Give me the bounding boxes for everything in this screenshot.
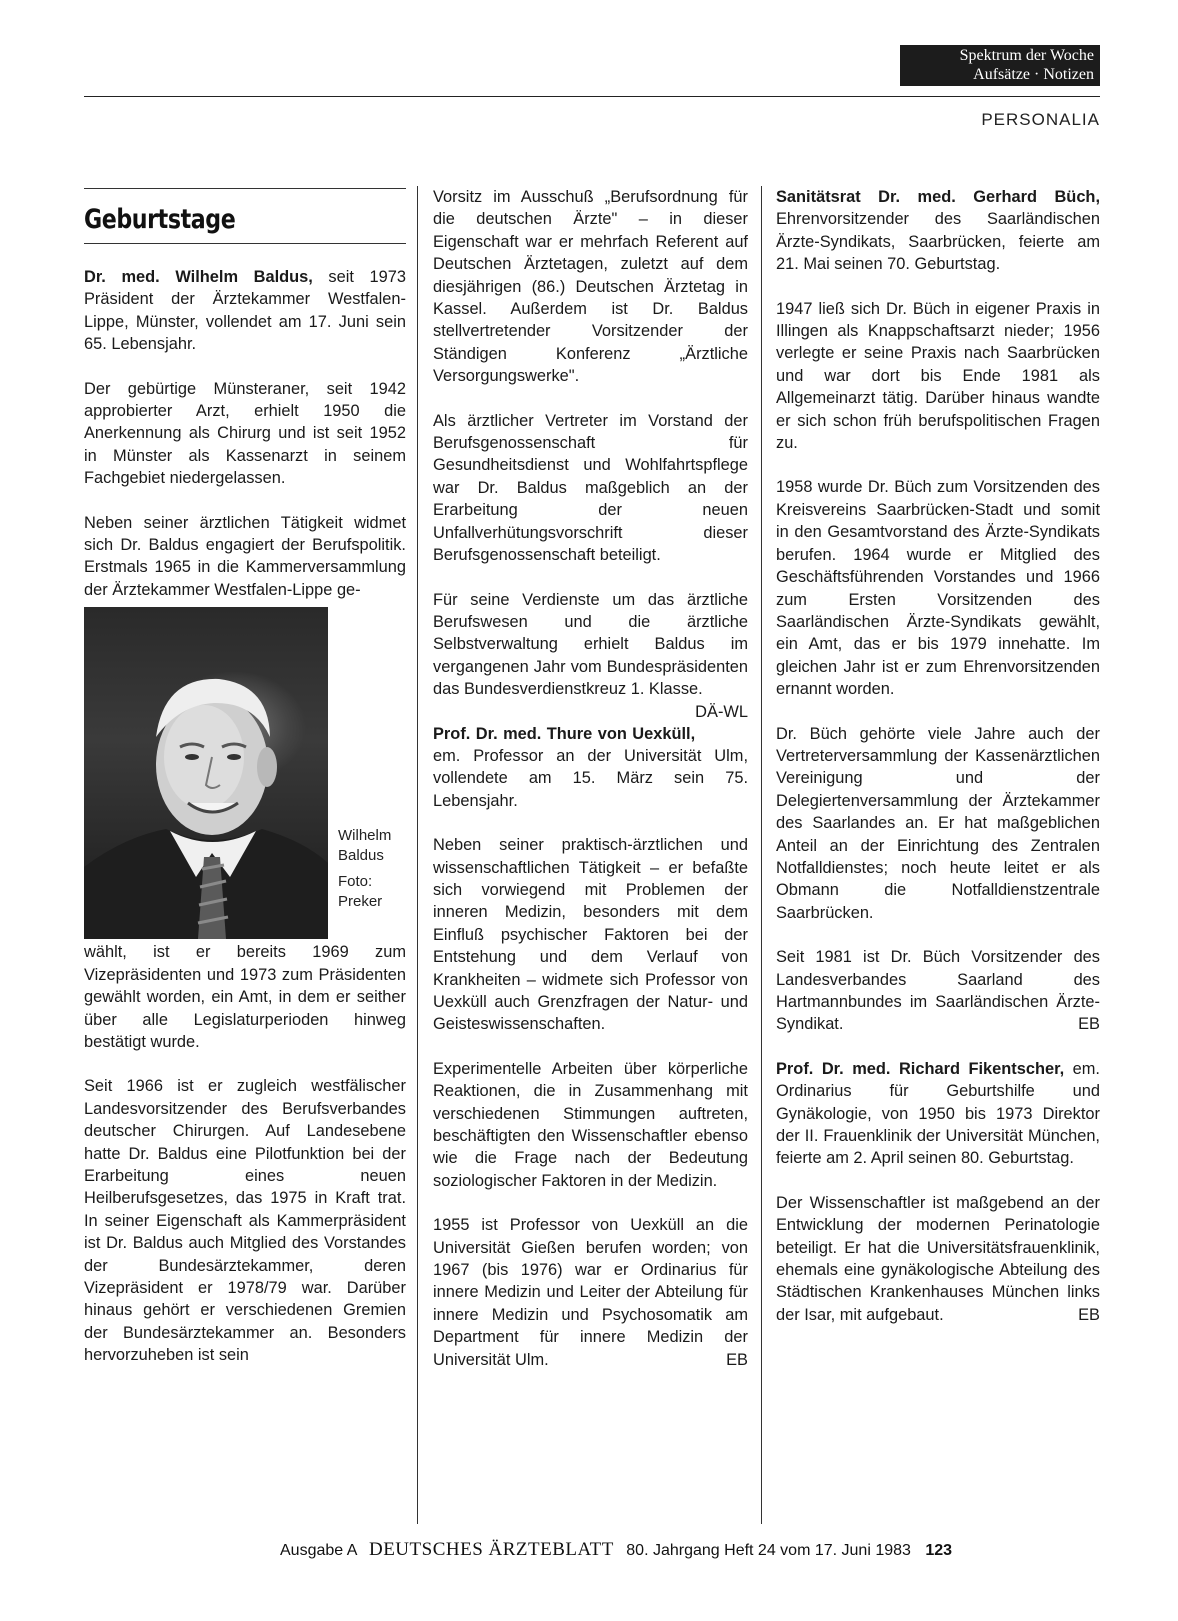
section-title: Geburtstage [84,204,236,235]
paragraph-text: Der Wissenschaftler ist maßgebend an der Entwicklung der modernen Perinatologie beteiligt. Er hat die Universitätsfrauenklinik, ehemals eine gynäkologische Abteilung des Städtischen Krankenhauses München links der Isar, mit aufgebaut. [776,1193,1100,1324]
author-signature: EB [1078,1015,1100,1034]
section-label: PERSONALIA [981,110,1100,129]
header-badge-line1: Spektrum der Woche [959,47,1094,64]
column-divider-2 [761,186,762,1524]
paragraph-text: seit 1973 Präsident der Ärztekammer Westfalen-Lippe, Münster, vollendet am 17. Juni sein 65. Lebensjahr. [84,268,407,354]
page-footer [280,1539,1100,1561]
article-uexkuell-intro [433,723,748,813]
paragraph: Der gebürtige Münsteraner, seit 1942 approbierter Arzt, erhielt 1950 die Anerkennung als Chirurg und ist seit 1952 in Münster als Kassenarzt in seinem Fachgebiet niedergelassen. [84,379,406,488]
author-signature: EB [726,1350,748,1369]
paragraph-text: em. Ordinarius für Geburtshilfe und Gynäkologie, von 1950 bis 1973 Direktor der II. Frauenklinik der Universität München, feierte am 2. April seinen 80. Geburtstag. [776,1059,1100,1168]
portrait-photo [84,607,328,939]
paragraph: 1947 ließ sich Dr. Büch in eigener Praxis in Illingen als Knappschaftsarzt nieder; 1956 verlegte er seine Praxis nach Saarbrücken und war dort bis Ende 1981 als Allgemeinarzt tätig. Darüber hinaus wandte er sich schon früh berufspolitischen Fragen zu. [776,299,1100,453]
page-number: 123 [925,1542,953,1559]
portrait-figure [84,607,406,939]
paragraph: 1958 wurde Dr. Büch zum Vorsitzenden des Kreisvereins Saarbrücken-Stadt und somit in den Gesamtvorstand des Ärzte-Syndikats berufen. 1964 wurde er Mitglied des Geschäftsführenden Vorstandes und 1966 zum Ersten Vorsitzenden des Saarländischen Ärzte-Syndikats gewählt, ein Amt, das er bis 1979 innehatte. Im gleichen Jahr ist er zum Ehrenvorsitzenden ernannt worden. [776,478,1100,699]
footer-edition: Ausgabe A [280,1542,357,1559]
paragraph [433,589,748,721]
column-1 [84,186,406,1367]
person-name: Sanitätsrat Dr. med. Gerhard Büch, [776,188,1100,206]
author-signature: DÄ-WL [695,702,748,721]
section-bottom-rule [84,243,406,244]
paragraph: Neben seiner ärztlichen Tätigkeit widmet sich Dr. Baldus engagiert der Berufspolitik. Erstmals 1965 in die Kammerversammlung der Ärztekammer Westfalen-Lippe ge- [84,513,406,599]
paragraph: Experimentelle Arbeiten über körperliche Reaktionen, die in Zusammenhang mit verschiedenen Stimmungen auftreten, beschäftigten den Wissenschaftler ebenso wie die Frage nach der Bedeutung soziologischer Faktoren in der Medizin. [433,1059,748,1190]
paragraph-text: Seit 1981 ist Dr. Büch Vorsitzender des Landesverbandes Saarland des Hartmannbundes im Saarländischen Ärzte-Syndikat. [776,948,1100,1034]
paragraph: Dr. Büch gehörte viele Jahre auch der Vertreterversammlung der Kassenärztlichen Vereinigung und der Delegiertenversammlung der Ärztekammer des Saarlandes an. Er hat maßgeblichen Anteil an der Einrichtung des Zentralen Notfalldienstes; noch heute leitet er als Obmann die Notfalldienstzentrale Saarbrücken. [776,724,1100,922]
caption-credit-text: Foto: Preker [338,873,383,911]
person-name: Prof. Dr. med. Thure von Uexküll, [433,724,696,743]
photo-caption-credit [338,872,388,912]
person-name: Dr. med. Wilhelm Baldus, [84,268,313,286]
article-baldus-intro [84,266,406,356]
article-fikentscher-intro [776,1058,1100,1170]
paragraph-text: Ehrenvorsitzender des Saarländischen Ärzte-Syndikats, Saarbrücken, feierte am 21. Mai seinen 70. Geburtstag. [776,210,1100,274]
paragraph: wählt, ist er bereits 1969 zum Vizepräsidenten und 1973 zum Präsidenten gewählt worden, ein Amt, in dem er seither über alle Legislaturperioden hinweg bestätigt wurde. [84,943,406,1051]
paragraph-text: em. Professor an der Universität Ulm, vollendete am 15. März sein 75. Lebensjahr. [433,746,748,810]
header-rule [84,96,1100,97]
header-badge-line2: Aufsätze · Notizen [973,66,1094,83]
paragraph-text: 1955 ist Professor von Uexküll an die Universität Gießen berufen worden; von 1967 (bis 1976) war er Ordinarius für innere Medizin und Leiter der Abteilung für innere Medizin und Psychosomatik am Department für innere Medizin der Universität Ulm. [433,1216,748,1369]
caption-text: Wilhelm Baldus [338,827,392,865]
paragraph: Neben seiner praktisch-ärztlichen und wissenschaftlichen Tätigkeit – er befaßte sich vorwiegend mit Problemen der inneren Medizin, besonders mit dem Einfluß psychischer Faktoren bei der Entstehung und dem Verlauf von Krankheiten – widmete sich Professor von Uexküll auch Grenzfragen der Natur- und Geisteswissenschaften. [433,836,748,1034]
paragraph: Als ärztlicher Vertreter im Vorstand der Berufsgenossenschaft für Gesundheitsdienst und Wohlfahrtspflege war Dr. Baldus maßgeblich an der Erarbeitung der neuen Unfallverhütungsvorschrift dieser Berufsgenossenschaft beteiligt. [433,411,748,565]
paragraph [776,1192,1100,1326]
author-signature: EB [1078,1305,1100,1324]
column-2 [433,186,748,1371]
paragraph [776,946,1100,1036]
person-name: Prof. Dr. med. Richard Fikentscher, [776,1059,1065,1078]
paragraph: Seit 1966 ist er zugleich westfälischer Landesvorsitzender des Berufsverbandes deutscher Chirurgen. Auf Landesebene hatte Dr. Baldus eine Pilotfunktion bei der Erarbeitung eines neuen Heilberufsgesetzes, das 1975 in Kraft trat. In seiner Eigenschaft als Kammerpräsident ist Dr. Baldus auch Mitglied des Vorstandes der Bundesärztekammer, deren Vizepräsident er 1978/79 war. Darüber hinaus gehört er verschiedenen Gremien der Bundesärztekammer an. Besonders hervorzuheben ist sein [84,1077,406,1365]
section-top-rule [84,188,406,189]
column-divider-1 [417,186,418,1524]
paragraph [433,1214,748,1371]
paragraph: Vorsitz im Ausschuß „Berufsordnung für die deutschen Ärzte" – in dieser Eigenschaft war er mehrfach Referent auf Deutschen Ärztetagen, zuletzt auf dem diesjährigen (86.) Deutschen Ärztetag in Kassel. Außerdem ist Dr. Baldus stellvertretender Vorsitzender der Ständigen Konferenz „Ärztliche Versorgungswerke". [433,188,748,386]
paragraph-text: Für seine Verdienste um das ärztliche Berufswesen und die ärztliche Selbstverwaltung erhielt Baldus im vergangenen Jahr vom Bundespräsidenten das Bundesverdienstkreuz 1. Klasse. [433,590,748,699]
photo-caption-name [338,826,400,866]
footer-journal: DEUTSCHES ÄRZTEBLATT [368,1539,614,1560]
header-badge [900,45,1100,86]
footer-issue: 80. Jahrgang Heft 24 vom 17. Juni 1983 [626,1542,911,1559]
article-buech-intro [776,186,1100,276]
column-3 [776,186,1100,1326]
